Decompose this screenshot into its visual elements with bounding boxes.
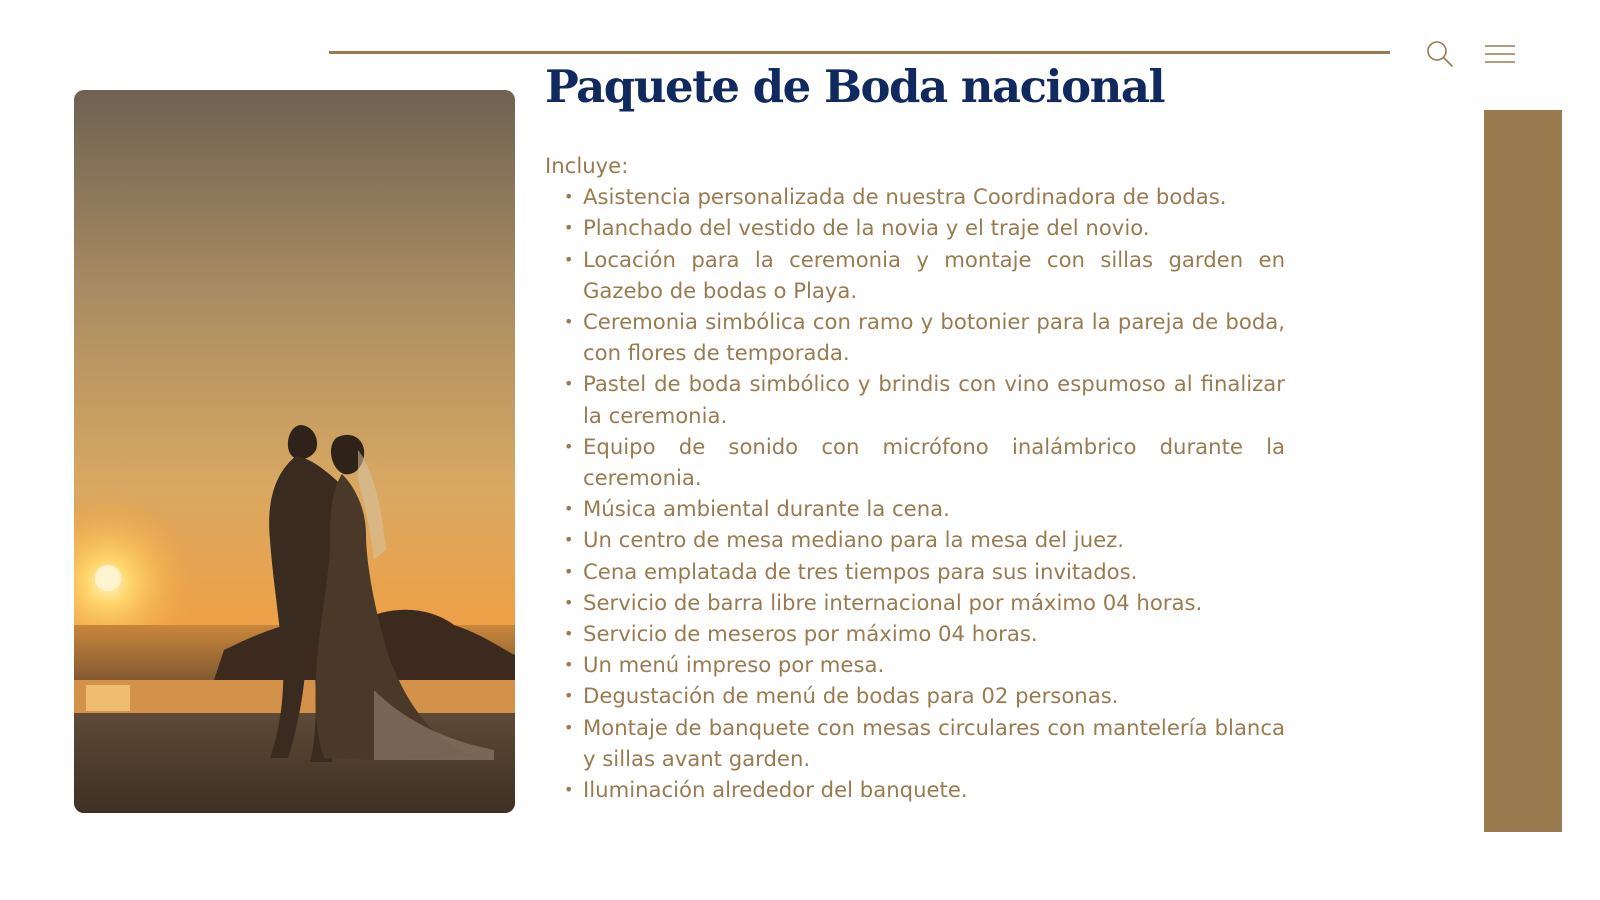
- list-item: [545, 212, 1285, 243]
- bullet-icon: •: [564, 530, 574, 550]
- bullet-icon: •: [564, 592, 574, 612]
- inclusions-list: [545, 181, 1285, 805]
- package-details: [545, 150, 1285, 805]
- menu-button[interactable]: [1484, 43, 1516, 65]
- list-item-text: Degustación de menú de bodas para 02 personas.: [583, 683, 1119, 709]
- list-item-text: Un centro de mesa mediano para la mesa del juez.: [583, 527, 1125, 553]
- list-item: [545, 556, 1285, 587]
- list-item-text: Ceremonia simbólica con ramo y botonier para la pareja de boda, con flores de temporada.: [583, 309, 1285, 366]
- includes-label: Incluye:: [545, 153, 629, 178]
- list-item-text: Cena emplatada de tres tiempos para sus invitados.: [583, 558, 1138, 584]
- page-title: Paquete de Boda nacional: [545, 60, 1165, 113]
- list-item: [545, 680, 1285, 711]
- list-item: [545, 587, 1285, 618]
- search-button[interactable]: [1425, 39, 1455, 69]
- list-item-text: Montaje de banquete con mesas circulares con mantelería blanca y sillas avant garden.: [583, 714, 1285, 771]
- sunset-couple-illustration: [74, 90, 515, 813]
- bullet-icon: •: [564, 686, 574, 706]
- list-item-text: Servicio de meseros por máximo 04 horas.: [583, 621, 1038, 647]
- list-item: [545, 618, 1285, 649]
- list-item: [545, 712, 1285, 774]
- list-item-text: Iluminación alrededor del banquete.: [583, 777, 968, 803]
- list-item: [545, 181, 1285, 212]
- bullet-icon: •: [564, 624, 574, 644]
- wedding-couple-photo: [74, 90, 515, 813]
- list-item: [545, 493, 1285, 524]
- search-icon: [1425, 39, 1455, 69]
- decorative-accent-bar: [1484, 110, 1562, 832]
- list-item: [545, 244, 1285, 306]
- bullet-icon: •: [564, 249, 574, 269]
- list-item-text: Música ambiental durante la cena.: [583, 496, 950, 522]
- list-item: [545, 306, 1285, 368]
- bullet-icon: •: [564, 499, 574, 519]
- header-rule: [329, 51, 1390, 54]
- list-item-text: Servicio de barra libre internacional por máximo 04 horas.: [583, 589, 1203, 615]
- bullet-icon: •: [564, 218, 574, 238]
- list-item: [545, 774, 1285, 805]
- hamburger-menu-icon: [1484, 43, 1516, 65]
- list-item-text: Pastel de boda simbólico y brindis con vino espumoso al finalizar la ceremonia.: [583, 371, 1285, 428]
- list-item: [545, 431, 1285, 493]
- list-item-text: Planchado del vestido de la novia y el traje del novio.: [583, 215, 1150, 241]
- list-item: [545, 524, 1285, 555]
- list-item-text: Asistencia personalizada de nuestra Coordinadora de bodas.: [583, 184, 1227, 210]
- list-item-text: Locación para la ceremonia y montaje con sillas garden en Gazebo de bodas o Playa.: [583, 246, 1285, 303]
- bullet-icon: •: [564, 780, 574, 800]
- bullet-icon: •: [564, 187, 574, 207]
- list-item: [545, 649, 1285, 680]
- list-item-text: Equipo de sonido con micrófono inalámbrico durante la ceremonia.: [583, 433, 1285, 491]
- bullet-icon: •: [564, 561, 574, 581]
- bullet-icon: •: [564, 374, 574, 394]
- bullet-icon: •: [564, 312, 574, 332]
- list-item: [545, 368, 1285, 430]
- bullet-icon: •: [564, 717, 574, 737]
- bullet-icon: •: [564, 436, 574, 456]
- list-item-text: Un menú impreso por mesa.: [583, 652, 885, 678]
- bullet-icon: •: [564, 655, 574, 675]
